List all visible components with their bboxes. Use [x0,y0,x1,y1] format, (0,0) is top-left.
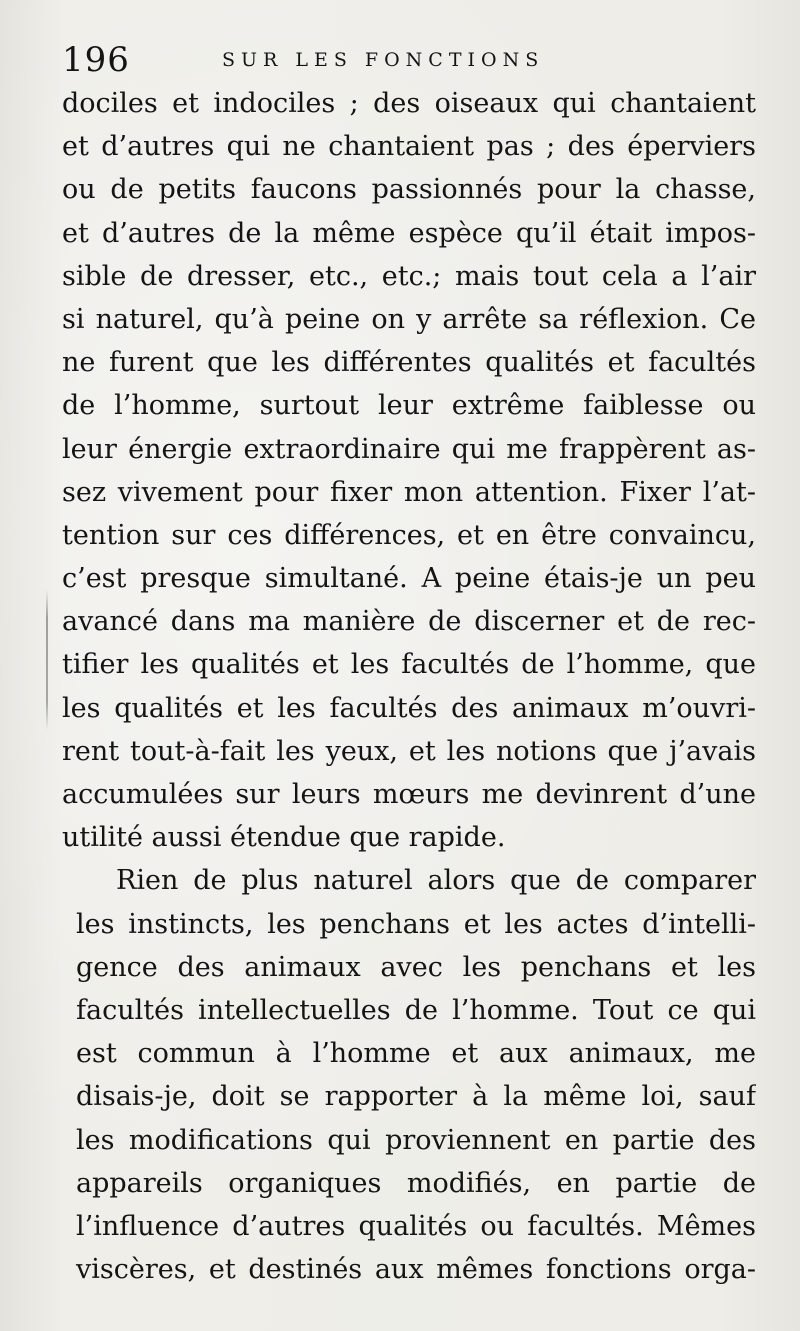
text-line: rent tout-à-fait les yeux, et les notions que j’avais [62,735,756,767]
text-line: appareils organiques modifiés, en partie de [76,1167,756,1199]
text-line: dociles et indociles ; des oiseaux qui chantaient [62,88,756,119]
text-line: est commun à l’homme et aux animaux, me [76,1038,756,1070]
text-line: si naturel, qu’à peine on y arrête sa réflexion. Ce [62,303,756,335]
margin-mark [46,590,48,730]
text-line: gence des animaux avec les penchans et les [76,951,756,983]
text-line: et d’autres qui ne chantaient pas ; des éperviers [62,131,756,163]
paragraph-1 [62,82,756,859]
text-line: l’influence d’autres qualités ou facultés. Mêmes [76,1210,756,1242]
text-line: utilité aussi étendue que rapide. [62,822,506,854]
text-line: tention sur ces différences, et en être convaincu, [62,519,756,551]
text-line: les qualités et les facultés des animaux m’ouvri- [62,692,756,724]
text-line: accumulées sur leurs mœurs me devinrent d’une [62,779,756,810]
text-line: sible de dresser, etc., etc.; mais tout cela a l’air [62,260,756,292]
text-line: leur énergie extraordinaire qui me frappèrent as- [62,433,756,465]
text-line: disais-je, doit se rapporter à la même loi, sauf [76,1081,756,1113]
text-line: facultés intellectuelles de l’homme. Tout ce qui [76,994,756,1026]
text-line: tifier les qualités et les facultés de l’homme, que [62,649,756,681]
text-line: viscères, et destinés aux mêmes fonctions orga- [76,1254,756,1286]
body-text [62,82,756,1291]
text-line: les instincts, les penchans et les actes d’intelli- [76,908,756,940]
paragraph-2 [62,859,756,1291]
text-line: ou de petits faucons passionnés pour la chasse, [62,174,756,206]
text-line: avancé dans ma manière de discerner et de rec- [62,606,756,638]
text-line: c’est presque simultané. A peine étais-je un peu [62,563,756,595]
text-line: les modifications qui proviennent en partie des [76,1124,756,1156]
text-line: de l’homme, surtout leur extrême faiblesse ou [62,390,756,422]
running-head: SUR LES FONCTIONS [222,49,545,71]
text-line: Rien de plus naturel alors que de comparer [116,865,756,897]
text-line: sez vivement pour fixer mon attention. Fixer l’at- [62,476,756,508]
page-header [0,40,800,80]
page-number: 196 [62,40,130,80]
text-line: ne furent que les différentes qualités et facultés [62,347,756,379]
text-line: et d’autres de la même espèce qu’il était impos- [62,217,756,249]
